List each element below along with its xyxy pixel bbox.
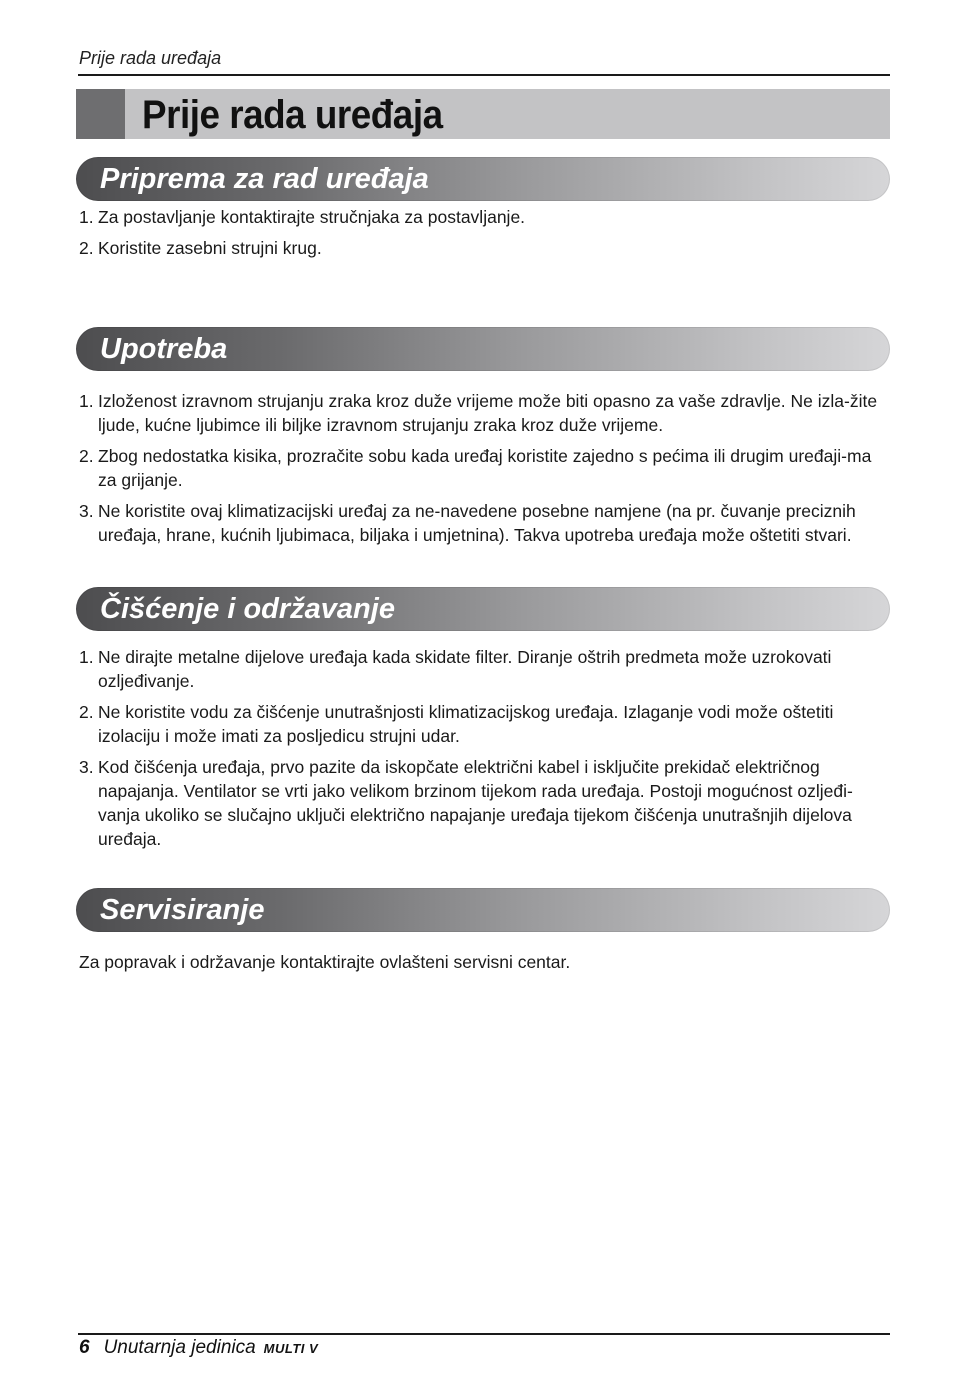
list-item: 3. Ne koristite ovaj klimatizacijski uređaj za ne-navedene posebne namjene (na pr. čuvanje preciznih uređaja, hrane, kućnih ljubimaca, biljaka i umjetnina). Takva upotreba uređaja može oštetiti stvari. xyxy=(79,501,856,545)
ciscenje-list xyxy=(79,645,891,858)
multi-v-logo: MULTI V xyxy=(263,1341,319,1356)
page-title: Prije rada uređaja xyxy=(142,93,443,137)
list-item: 2. Zbog nedostatka kisika, prozračite sobu kada uređaj koristite zajedno s pećima ili drugim uređaji-ma za grijanje. xyxy=(79,446,872,490)
section-heading-text: Čišćenje i održavanje xyxy=(100,593,395,625)
servisiranje-text: Za popravak i održavanje kontaktirajte ovlašteni servisni centar. xyxy=(79,952,571,972)
footer xyxy=(79,1337,318,1359)
page-number: 6 xyxy=(79,1337,90,1358)
footer-label: Unutarnja jedinica xyxy=(103,1337,256,1358)
header-rule xyxy=(78,74,890,76)
footer-rule xyxy=(78,1333,890,1335)
list-item: 3. Kod čišćenja uređaja, prvo pazite da iskopčate električni kabel i isključite prekidač električnog napajanja. Ventilator se vrti jako velikom brzinom tijekom rada uređaja. Postoji mogućnost ozljeđi-vanja ukoliko se slučajno uključi električno napajanje uređaja tijekom čišćenja unutrašnjih dijelova uređaja. xyxy=(79,757,853,849)
running-header: Prije rada uređaja xyxy=(79,48,222,68)
list-item: 2. Koristite zasebni strujni krug. xyxy=(79,238,322,258)
list-item: 2. Ne koristite vodu za čišćenje unutrašnjosti klimatizacijskog uređaja. Izlaganje vodi može oštetiti izolaciju i može imati za posljedicu strujni udar. xyxy=(79,702,834,746)
list-item: 1. Izloženost izravnom strujanju zraka kroz duže vrijeme može biti opasno za vaše zdravlje. Ne izla-žite ljude, kućne ljubimce ili biljke izravnom strujanju zraka kroz duže vrijeme. xyxy=(79,391,878,435)
section-heading-servisiranje xyxy=(76,888,890,932)
upotreba-list xyxy=(79,389,891,554)
section-heading-text: Priprema za rad uređaja xyxy=(100,163,429,195)
section-heading-priprema xyxy=(76,157,890,201)
section-heading-text: Upotreba xyxy=(100,333,228,365)
title-bar xyxy=(76,89,890,139)
section-heading-upotreba xyxy=(76,327,890,371)
section-heading-text: Servisiranje xyxy=(100,894,265,926)
list-item: 1. Ne dirajte metalne dijelove uređaja kada skidate filter. Diranje oštrih predmeta može uzrokovati ozljeđivanje. xyxy=(79,647,832,691)
list-item: 1. Za postavljanje kontaktirajte stručnjaka za postavljanje. xyxy=(79,207,526,227)
title-accent-block xyxy=(76,89,125,139)
priprema-list xyxy=(79,205,891,267)
section-heading-ciscenje xyxy=(76,587,890,631)
